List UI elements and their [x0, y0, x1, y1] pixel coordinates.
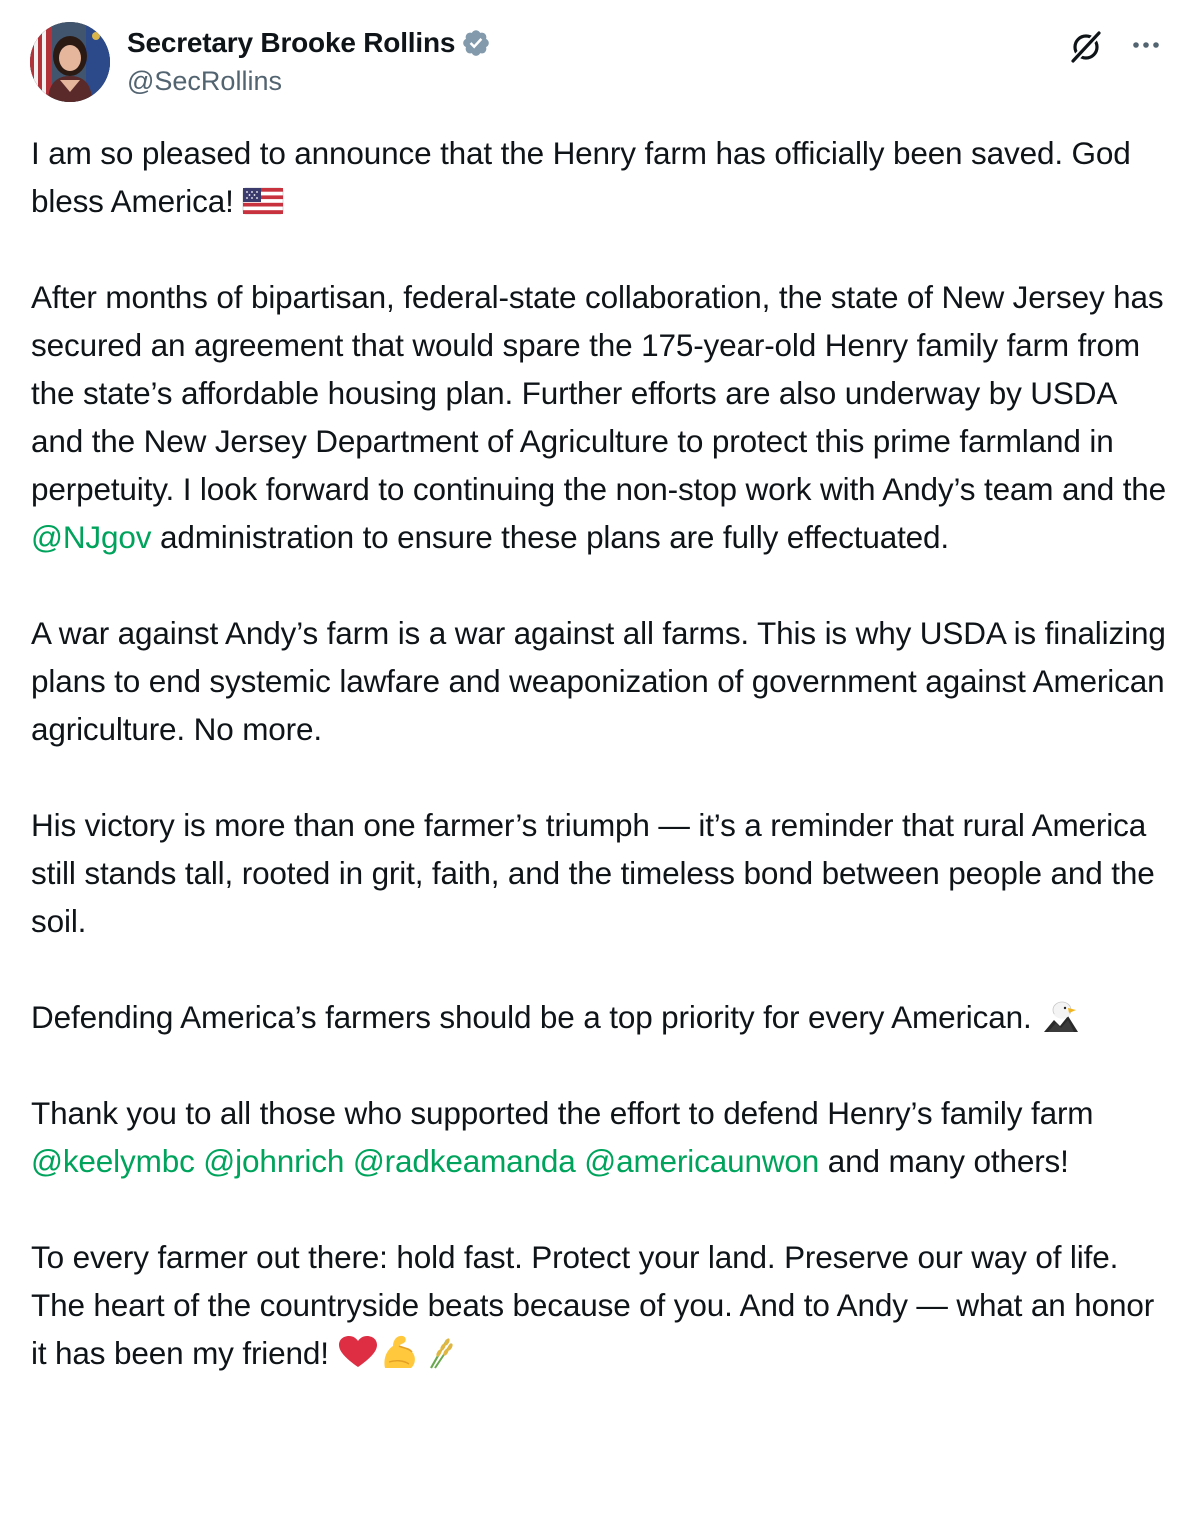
sheaf-of-rice-emoji-icon — [421, 1334, 463, 1370]
verified-badge-icon[interactable] — [461, 28, 491, 58]
mention-link[interactable]: @NJgov — [31, 519, 152, 555]
paragraph-text: and many others! — [819, 1143, 1069, 1179]
mention-link[interactable]: @keelymbc — [31, 1143, 195, 1179]
avatar-image — [30, 22, 110, 102]
display-name[interactable]: Secretary Brooke Rollins — [127, 27, 456, 58]
tweet-paragraph-3: A war against Andy’s farm is a war against all farms. This is why USDA is finalizing plans to end systemic lawfare and weaponization of government against American agriculture. No more. — [31, 615, 1166, 747]
tweet-text — [31, 129, 1171, 1377]
author-handle[interactable]: @SecRollins — [127, 66, 282, 96]
red-heart-emoji-icon — [337, 1334, 379, 1370]
avatar[interactable] — [30, 22, 110, 102]
mention-link[interactable]: @radkeamanda — [352, 1143, 576, 1179]
tweet-paragraph-5 — [31, 993, 1171, 1041]
paragraph-text: After months of bipartisan, federal-state collaboration, the state of New Jersey has secured an agreement that would spare the 175-year-old Henry family farm from the state’s affordable housing plan. Further efforts are also underway by USDA and the New Jersey Department of Agriculture to protect this prime farmland in perpetuity. I look forward to continuing the non-stop work with Andy’s team and the — [31, 279, 1167, 507]
more-options-icon[interactable] — [1128, 28, 1164, 62]
eagle-emoji-icon — [1040, 998, 1082, 1034]
mention-link[interactable]: @americaunwon — [584, 1143, 820, 1179]
tweet-paragraph-7 — [31, 1233, 1171, 1377]
mention-link[interactable]: @johnrich — [203, 1143, 345, 1179]
paragraph-text: To every farmer out there: hold fast. Protect your land. Preserve our way of life. The heart of the countryside beats because of you. And to Andy — what an honor it has been my friend! — [31, 1239, 1155, 1371]
us-flag-emoji-icon — [242, 182, 284, 218]
paragraph-text: administration to ensure these plans are fully effectuated. — [151, 519, 950, 555]
tweet-paragraph-6 — [31, 1089, 1171, 1185]
flexed-biceps-emoji-icon — [379, 1334, 421, 1370]
grok-icon[interactable] — [1066, 26, 1106, 66]
display-name-row — [127, 26, 491, 60]
paragraph-text: I am so pleased to announce that the Henry farm has officially been saved. God bless America! — [31, 135, 1131, 219]
tweet-header — [30, 22, 1164, 104]
paragraph-text: Thank you to all those who supported the effort to defend Henry’s family farm — [31, 1095, 1094, 1131]
tweet-paragraph-4: His victory is more than one farmer’s triumph — it’s a reminder that rural America still stands tall, rooted in grit, faith, and the timeless bond between people and the soil. — [31, 807, 1155, 939]
author-info — [127, 26, 491, 97]
tweet-paragraph-1 — [31, 129, 1171, 225]
paragraph-text: Defending America’s farmers should be a top priority for every American. — [31, 999, 1041, 1035]
tweet-paragraph-2 — [31, 273, 1171, 561]
